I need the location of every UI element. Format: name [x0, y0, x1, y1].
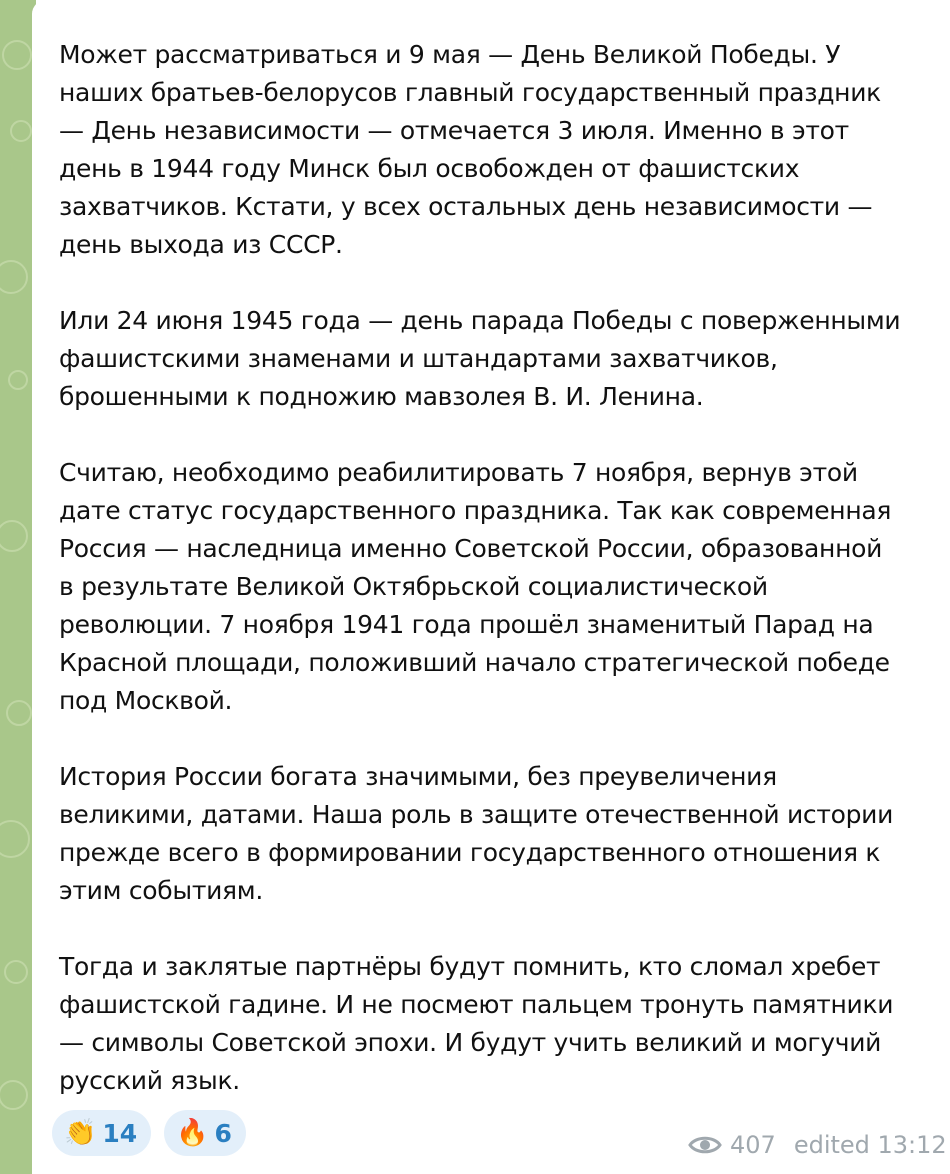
- clapping-hands-icon: 👏: [64, 1118, 97, 1148]
- message-line: Россия — наследница именно Советской России, образованной: [59, 534, 883, 563]
- edited-timestamp: edited 13:12: [793, 1131, 947, 1159]
- message-line: захватчиков. Кстати, у всех остальных день независимости —: [59, 192, 873, 221]
- message-paragraph: [59, 36, 950, 264]
- message-line: дате статус государственного праздника. Так как современная: [59, 496, 892, 525]
- message-paragraph: [59, 948, 950, 1100]
- eye-icon: [688, 1134, 722, 1156]
- reactions-bar: [52, 1110, 246, 1156]
- message-line: История России богата значимыми, без преувеличения: [59, 762, 777, 791]
- reaction-fire-button[interactable]: [164, 1110, 246, 1156]
- message-line: революции. 7 ноября 1941 года прошёл знаменитый Парад на: [59, 610, 874, 639]
- reaction-count: 14: [102, 1118, 138, 1148]
- message-line: фашистскими знаменами и штандартами захватчиков,: [59, 344, 778, 373]
- message-paragraph: [59, 302, 950, 416]
- message-line: брошенными к подножию мавзолея В. И. Ленина.: [59, 382, 704, 411]
- message-line: Или 24 июня 1945 года — день парада Победы с поверженными: [59, 306, 901, 335]
- message-paragraph: [59, 758, 950, 910]
- message-line: день выхода из СССР.: [59, 230, 343, 259]
- message-line: наших братьев-белорусов главный государственный праздник: [59, 78, 881, 107]
- message-line: Считаю, необходимо реабилитировать 7 ноября, вернув этой: [59, 458, 858, 487]
- message-line: Может рассматриваться и 9 мая — День Великой Победы. У: [59, 40, 841, 69]
- message-line: этим событиям.: [59, 876, 263, 905]
- view-count: 407: [730, 1131, 776, 1159]
- message-line: под Москвой.: [59, 686, 233, 715]
- message-meta: [688, 1131, 947, 1159]
- message-line: — символы Советской эпохи. И будут учить великий и могучий: [59, 1028, 882, 1057]
- message-line: великими, датами. Наша роль в защите отечественной истории: [59, 800, 894, 829]
- message-line: день в 1944 году Минск был освобожден от фашистских: [59, 154, 800, 183]
- message-line: в результате Великой Октябрьской социалистической: [59, 572, 768, 601]
- message-paragraph: [59, 454, 950, 720]
- message-line: русский язык.: [59, 1066, 240, 1095]
- message-line: — День независимости — отмечается 3 июля. Именно в этот: [59, 116, 849, 145]
- message-text: [59, 36, 950, 1100]
- message-line: Красной площади, положивший начало стратегической победе: [59, 648, 890, 677]
- message-line: фашистской гадине. И не посмеют пальцем тронуть памятники: [59, 990, 894, 1019]
- reaction-count: 6: [214, 1118, 232, 1148]
- reaction-clap-button[interactable]: [52, 1110, 151, 1156]
- chat-wallpaper: [0, 0, 36, 1174]
- fire-icon: 🔥: [176, 1118, 209, 1148]
- message-line: прежде всего в формировании государственного отношения к: [59, 838, 881, 867]
- message-line: Тогда и заклятые партнёры будут помнить, кто сломал хребет: [59, 952, 881, 981]
